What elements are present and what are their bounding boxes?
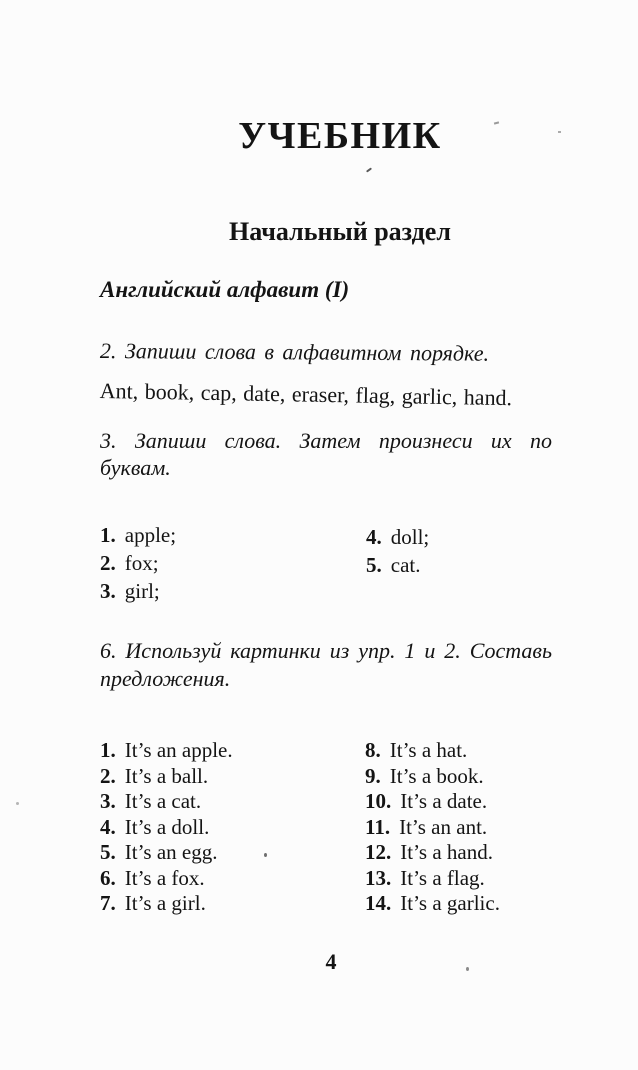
page-title: УЧЕБНИК	[238, 115, 442, 157]
list-item	[365, 815, 500, 841]
scan-artifact	[264, 853, 267, 857]
item-number: 4.	[100, 814, 116, 839]
list-item	[100, 840, 233, 866]
list-item	[365, 866, 500, 892]
list-item	[100, 549, 176, 577]
list-item	[100, 789, 233, 815]
item-text: fox;	[124, 551, 159, 575]
item-text: It’s a fox.	[124, 865, 205, 890]
section-heading: Начальный раздел	[229, 217, 451, 246]
list-item	[100, 815, 233, 841]
topic-heading: Английский алфавит (I)	[100, 277, 350, 302]
item-text: It’s an ant.	[399, 814, 488, 839]
instruction-line: предложения.	[100, 666, 231, 691]
item-text: doll;	[390, 525, 430, 549]
item-number: 3.	[100, 579, 116, 603]
item-text: It’s a cat.	[124, 789, 202, 813]
scan-artifact	[366, 167, 372, 172]
item-number: 9.	[365, 763, 381, 788]
item-text: It’s a doll.	[124, 814, 210, 839]
page-number: 4	[325, 949, 337, 974]
item-number: 5.	[366, 553, 382, 577]
scan-artifact	[16, 802, 19, 805]
item-number: 5.	[100, 840, 116, 864]
item-text: It’s a flag.	[400, 865, 485, 890]
item-text: It’s a date.	[400, 789, 488, 813]
item-number: 13.	[365, 865, 392, 890]
item-text: apple;	[124, 523, 177, 547]
exercise6-instruction	[100, 637, 552, 693]
instruction-line: 3. Запиши слова. Затем произнеси их по	[100, 428, 552, 453]
list-item	[100, 866, 233, 892]
list-item	[365, 764, 500, 790]
exercise3-list-column-2	[366, 523, 429, 579]
list-item	[100, 764, 233, 790]
item-text: cat.	[390, 553, 421, 577]
item-text: girl;	[124, 579, 160, 603]
exercise2-instruction: 2. Запиши слова в алфавитном порядке.	[99, 337, 490, 366]
exercise2-words: Ant, book, cap, date, eraser, flag, garlic, hand.	[99, 378, 513, 411]
item-text: It’s a ball.	[124, 763, 209, 788]
exercise6-list-column-2	[365, 738, 500, 917]
list-item	[365, 738, 500, 764]
list-item	[100, 577, 176, 605]
item-text: It’s a hat.	[389, 738, 468, 762]
item-number: 1.	[100, 738, 116, 762]
item-text: It’s an egg.	[124, 840, 218, 864]
list-item	[365, 891, 500, 917]
instruction-line: 6. Используй картинки из упр. 1 и 2. Составь	[100, 638, 552, 663]
item-number: 14.	[365, 891, 392, 915]
instruction-line: буквам.	[100, 455, 171, 480]
list-item	[100, 891, 233, 917]
item-number: 8.	[365, 738, 381, 762]
list-item	[366, 551, 429, 579]
item-number: 2.	[100, 551, 116, 575]
item-number: 10.	[365, 789, 392, 813]
list-item	[366, 523, 429, 551]
item-text: It’s an apple.	[124, 738, 233, 762]
list-item	[365, 840, 500, 866]
item-number: 11.	[365, 814, 391, 839]
item-number: 3.	[100, 789, 116, 813]
item-number: 6.	[100, 865, 116, 890]
exercise3-instruction	[100, 427, 552, 481]
item-text: It’s a hand.	[400, 840, 493, 864]
item-text: It’s a girl.	[124, 891, 206, 915]
exercise3-list-column-1	[100, 521, 176, 605]
item-number: 4.	[366, 525, 382, 549]
item-number: 1.	[100, 523, 116, 547]
list-item	[365, 789, 500, 815]
list-item	[100, 521, 176, 549]
list-item	[100, 738, 233, 764]
item-text: It’s a garlic.	[400, 891, 500, 915]
item-text: It’s a book.	[389, 763, 484, 788]
item-number: 2.	[100, 763, 116, 788]
exercise6-list-column-1	[100, 738, 233, 917]
item-number: 7.	[100, 891, 116, 915]
item-number: 12.	[365, 840, 392, 864]
